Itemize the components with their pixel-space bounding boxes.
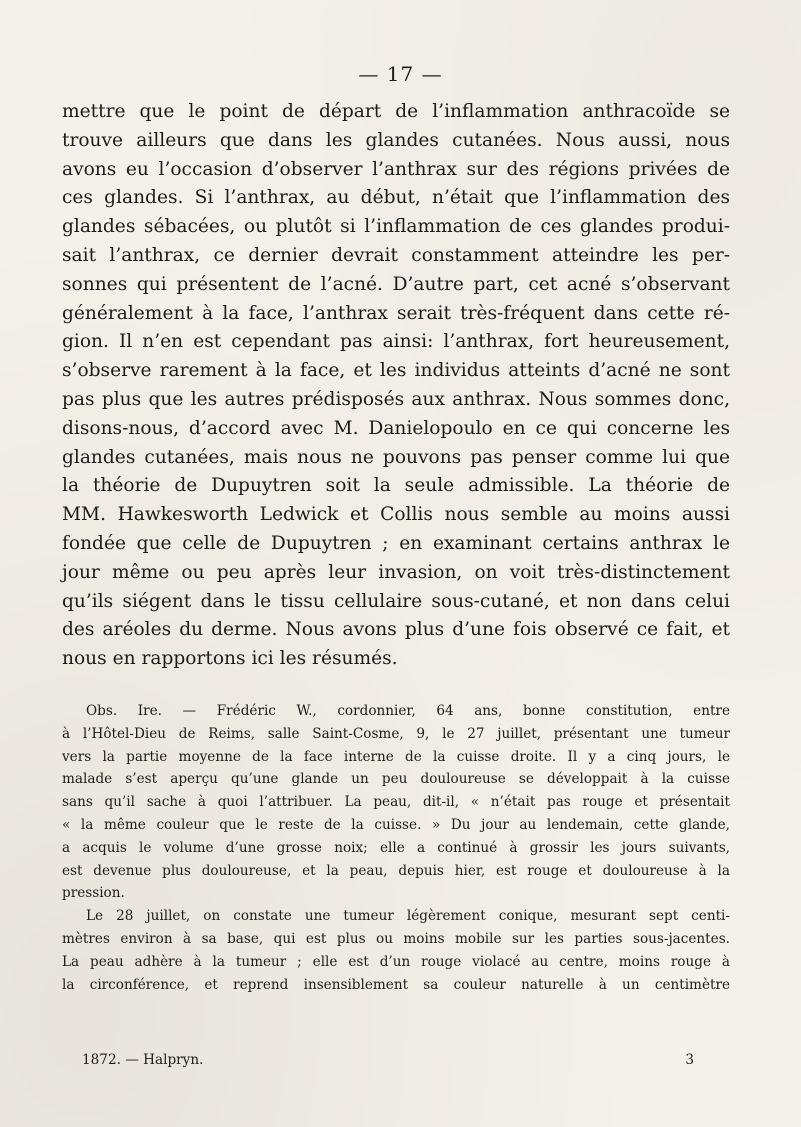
text-line: sait l’anthrax, ce dernier devrait constamment atteindre les per- bbox=[62, 244, 730, 266]
obs-line: « la même couleur que le reste de la cuisse. » Du jour au lendemain, cette glande, bbox=[62, 816, 730, 833]
text-line: fondée que celle de Dupuytren ; en examinant certains anthrax le bbox=[62, 532, 730, 554]
page-footer bbox=[82, 1052, 694, 1068]
obs-line: Obs. Ire. — Frédéric W., cordonnier, 64 ans, bonne constitution, entre bbox=[86, 702, 730, 719]
observation-paragraph-2 bbox=[62, 905, 730, 996]
text-line: généralement à la face, l’anthrax serait très-fréquent dans cette ré- bbox=[62, 302, 730, 324]
text-line: glandes cutanées, mais nous ne pouvons pas penser comme lui que bbox=[62, 446, 730, 468]
obs-line: la circonférence, et reprend insensiblement sa couleur naturelle à un centimètre bbox=[62, 976, 730, 993]
page-number-header: — 17 — bbox=[358, 62, 443, 86]
body-text bbox=[62, 98, 730, 996]
text-line: nous en rapportons ici les résumés. bbox=[62, 648, 398, 670]
obs-line: a acquis le volume d’une grosse noix; elle a continué à grossir les jours suivants, bbox=[62, 839, 730, 856]
signature-mark: 1872. — Halpryn. bbox=[82, 1052, 204, 1068]
signature-number: 3 bbox=[685, 1052, 694, 1068]
obs-line: sans qu’il sache à quoi l’attribuer. La peau, dit-il, « n’était pas rouge et présentait bbox=[62, 794, 730, 811]
text-line: pas plus que les autres prédisposés aux anthrax. Nous sommes donc, bbox=[62, 388, 730, 410]
obs-line: vers la partie moyenne de la face interne de la cuisse droite. Il y a cinq jours, le bbox=[62, 748, 730, 765]
text-line: MM. Hawkesworth Ledwick et Collis nous semble au moins aussi bbox=[62, 504, 730, 526]
obs-line: pression. bbox=[62, 885, 125, 902]
text-line: qu’ils siégent dans le tissu cellulaire sous-cutané, et non dans celui bbox=[62, 590, 730, 612]
obs-line: à l’Hôtel-Dieu de Reims, salle Saint-Cosme, 9, le 27 juillet, présentant une tumeur bbox=[62, 725, 730, 742]
main-paragraph bbox=[62, 98, 730, 674]
text-line: des aréoles du derme. Nous avons plus d’une fois observé ce fait, et bbox=[62, 619, 730, 641]
observation-paragraph-1 bbox=[62, 700, 730, 905]
text-line: gion. Il n’en est cependant pas ainsi: l’anthrax, fort heureusement, bbox=[62, 331, 730, 353]
text-line: trouve ailleurs que dans les glandes cutanées. Nous aussi, nous bbox=[62, 129, 730, 151]
text-line: mettre que le point de départ de l’inflammation anthracoïde se bbox=[62, 101, 730, 122]
obs-line: La peau adhère à la tumeur ; elle est d’un rouge violacé au centre, moins rouge à bbox=[62, 953, 730, 970]
obs-line: est devenue plus douloureuse, et la peau, depuis hier, est rouge et douloureuse à la bbox=[62, 862, 730, 879]
obs-line: Le 28 juillet, on constate une tumeur légèrement conique, mesurant sept centi- bbox=[86, 908, 730, 925]
text-line: sonnes qui présentent de l’acné. D’autre part, cet acné s’observant bbox=[62, 273, 730, 295]
text-line: glandes sébacées, ou plutôt si l’inflammation de ces glandes produi- bbox=[62, 216, 730, 238]
observation-block bbox=[62, 700, 730, 996]
obs-line: malade s’est aperçu qu’une glande un peu douloureuse se développait à la cuisse bbox=[62, 771, 730, 788]
text-line: s’observe rarement à la face, et les individus atteints d’acné ne sont bbox=[62, 360, 730, 382]
text-line: disons-nous, d’accord avec M. Danielopoulo en ce qui concerne les bbox=[62, 417, 730, 439]
text-line: jour même ou peu après leur invasion, on voit très-distinctement bbox=[62, 561, 730, 583]
text-line: avons eu l’occasion d’observer l’anthrax sur des régions privées de bbox=[62, 158, 730, 180]
obs-line: mètres environ à sa base, qui est plus ou moins mobile sur les parties sous-jacentes. bbox=[62, 930, 730, 947]
text-line: ces glandes. Si l’anthrax, au début, n’était que l’inflammation des bbox=[62, 187, 730, 209]
text-line: la théorie de Dupuytren soit la seule admissible. La théorie de bbox=[62, 475, 730, 497]
